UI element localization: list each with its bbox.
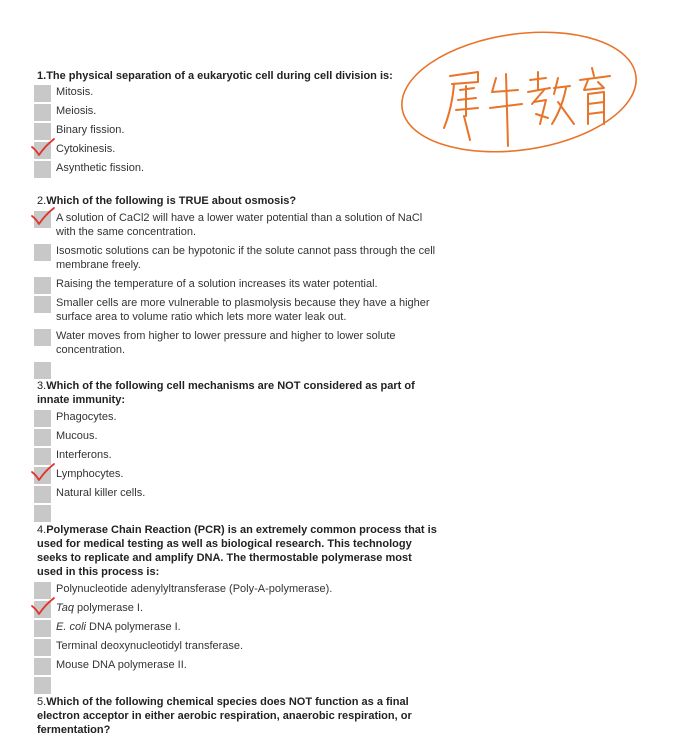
checkbox[interactable] (34, 486, 51, 503)
question-title: 3.Which of the following cell mechanisms are NOT considered as part of innate immunity: (37, 380, 415, 406)
answer-option[interactable] (37, 677, 437, 696)
answer-option[interactable]: Isosmotic solutions can be hypotonic if the solute cannot pass through the cell membrane freely. (37, 244, 437, 277)
answer-option[interactable]: Smaller cells are more vulnerable to plasmolysis because they have a higher surface area to volume ratio which lets more water leak out. (37, 296, 437, 329)
checkbox[interactable] (34, 329, 51, 346)
checkbox[interactable] (34, 85, 51, 102)
checkbox[interactable] (34, 362, 51, 379)
answer-option[interactable]: A solution of CaCl2 will have a lower water potential than a solution of NaCl with the same concentration. (37, 211, 437, 244)
answer-option[interactable]: E. coli DNA polymerase I. (37, 620, 437, 639)
answer-option[interactable]: Mitosis. (37, 85, 437, 104)
checkbox[interactable] (34, 104, 51, 121)
answer-option[interactable]: Water moves from higher to lower pressure and higher to lower solute concentration. (37, 329, 437, 362)
checkbox[interactable] (34, 505, 51, 522)
checkbox[interactable] (34, 677, 51, 694)
answer-option[interactable] (37, 505, 437, 524)
checkbox[interactable] (34, 429, 51, 446)
checkbox[interactable] (34, 161, 51, 178)
question-5 (37, 695, 437, 737)
question-title: 1.The physical separation of a eukaryotic cell during cell division is: (37, 70, 393, 82)
answer-option[interactable]: Asynthetic fission. (37, 161, 437, 180)
checkbox[interactable] (34, 639, 51, 656)
checkmark-icon (30, 206, 56, 228)
answer-option[interactable]: Natural killer cells. (37, 486, 437, 505)
question-1 (37, 69, 437, 180)
handwritten-logo-stamp (398, 28, 640, 158)
checkbox[interactable] (34, 620, 51, 637)
answer-option[interactable]: Polynucleotide adenylyltransferase (Poly-A-polymerase). (37, 582, 437, 601)
question-4 (37, 523, 437, 696)
checkbox[interactable] (34, 410, 51, 427)
answer-option[interactable]: Terminal deoxynucleotidyl transferase. (37, 639, 437, 658)
answer-option[interactable]: Lymphocytes. (37, 467, 437, 486)
checkbox[interactable] (34, 244, 51, 261)
answer-option[interactable]: Mouse DNA polymerase II. (37, 658, 437, 677)
checkmark-icon (30, 137, 56, 159)
question-2 (37, 194, 437, 381)
answer-option[interactable]: Phagocytes. (37, 410, 437, 429)
checkmark-icon (30, 462, 56, 484)
checkbox[interactable] (34, 277, 51, 294)
question-title: 2.Which of the following is TRUE about osmosis? (37, 195, 297, 207)
question-title: 5.Which of the following chemical species does NOT function as a final electron acceptor in either aerobic respiration, anaerobic respiration, or fermentation? (37, 696, 412, 736)
checkmark-icon (30, 596, 56, 618)
question-title: 4.Polymerase Chain Reaction (PCR) is an extremely common process that is used for medical testing as well as biological research. This technology seeks to replicate and amplify DNA. The thermostable polymerase most used in this process is: (37, 524, 437, 578)
answer-option[interactable]: Cytokinesis. (37, 142, 437, 161)
answer-option[interactable]: Mucous. (37, 429, 437, 448)
answer-option[interactable]: Interferons. (37, 448, 437, 467)
answer-option[interactable]: Meiosis. (37, 104, 437, 123)
answer-option[interactable]: Binary fission. (37, 123, 437, 142)
question-3 (37, 379, 437, 524)
checkbox[interactable] (34, 296, 51, 313)
answer-option[interactable]: Raising the temperature of a solution increases its water potential. (37, 277, 437, 296)
checkbox[interactable] (34, 658, 51, 675)
answer-option[interactable]: Taq polymerase I. (37, 601, 437, 620)
